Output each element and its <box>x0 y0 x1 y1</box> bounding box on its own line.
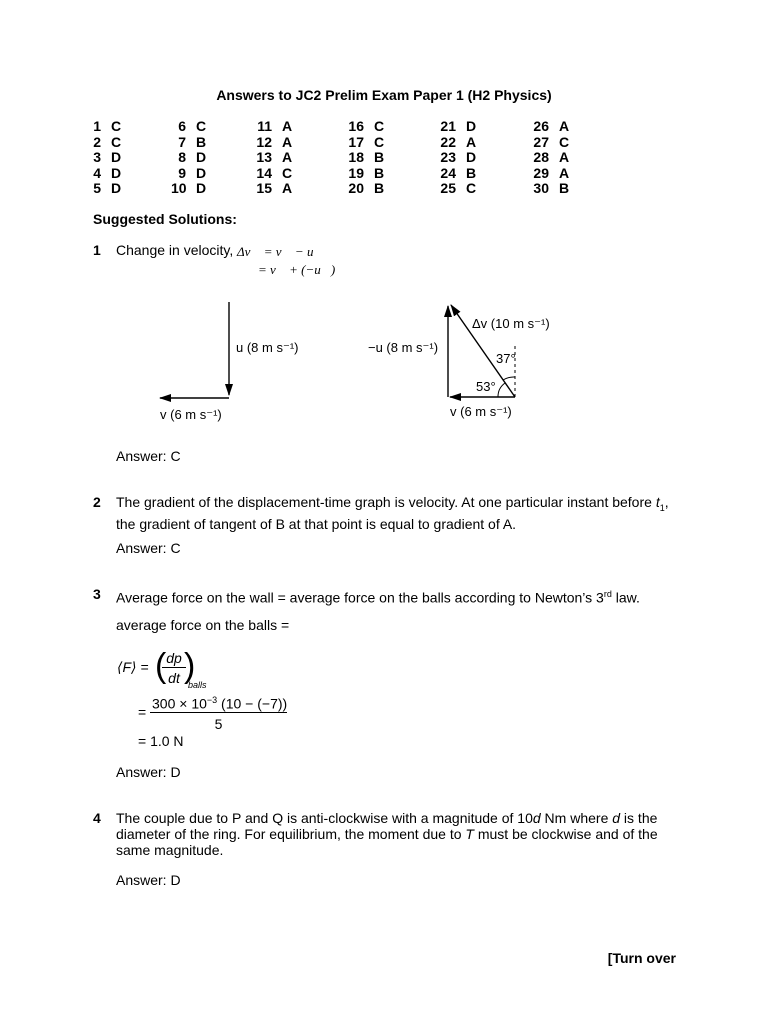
q1-equation-1: Δv⃗ = v⃗ − u⃗ <box>237 244 324 259</box>
q3-equals-sign: = <box>138 704 147 720</box>
q3-numerator-rest: (10 − (−7)) <box>217 695 288 712</box>
answer-key-row <box>93 180 121 196</box>
answer-letter: D <box>111 180 122 196</box>
answer-letter: C <box>374 133 385 150</box>
q3-text-b: law. <box>611 589 640 606</box>
answer-key-row <box>93 149 121 165</box>
answer-key-column <box>171 118 206 196</box>
q3-result: = 1.0 N <box>138 733 184 749</box>
answer-key-row <box>93 134 121 150</box>
question-number: 27 <box>533 133 549 150</box>
answer-key-row <box>346 134 384 150</box>
answer-letter: C <box>111 118 122 134</box>
question-number: 19 <box>348 164 364 181</box>
answer-key-row <box>171 180 206 196</box>
q2-text-a: The gradient of the displacement-time graph is velocity. At one particular instant before <box>116 494 656 510</box>
q1-answer: Answer: C <box>116 448 181 464</box>
answer-key-row <box>531 165 569 181</box>
answer-key-row <box>438 118 476 134</box>
q4-text-d: must be clockwise and of the same magnitude. <box>116 826 658 858</box>
answer-key-row <box>531 118 569 134</box>
answer-letter: A <box>282 133 293 150</box>
q2-t-subscript: 1 <box>659 502 665 513</box>
question-number: 21 <box>440 118 456 134</box>
answer-letter: A <box>559 149 570 165</box>
q3-dp: dp <box>166 650 182 666</box>
answer-letter: D <box>111 149 122 165</box>
question-number: 11 <box>257 118 272 134</box>
neg-u-label: −u (8 m s⁻¹) <box>368 340 439 355</box>
u-label: u (8 m s⁻¹) <box>236 340 299 355</box>
v-label: v (6 m s⁻¹) <box>160 407 222 422</box>
answer-key-row <box>438 134 476 150</box>
q3-answer: Answer: D <box>116 764 181 780</box>
answer-letter: D <box>196 164 207 181</box>
question-number: 10 <box>171 180 187 196</box>
answer-key-column <box>93 118 121 196</box>
answer-key-row <box>254 180 292 196</box>
page-title: Answers to JC2 Prelim Exam Paper 1 (H2 Physics) <box>216 87 552 103</box>
answer-letter: B <box>374 149 385 165</box>
q3-number: 3 <box>93 586 101 602</box>
question-number: 6 <box>178 118 186 134</box>
answer-letter: B <box>466 164 477 181</box>
q4-answer: Answer: D <box>116 872 181 888</box>
question-number: 13 <box>256 149 272 165</box>
q3-fraction-bar-1 <box>162 667 186 668</box>
answer-key-row <box>254 149 292 165</box>
answer-letter: D <box>196 180 207 196</box>
question-number: 23 <box>440 149 456 165</box>
question-number: 4 <box>93 164 101 181</box>
question-number: 15 <box>256 180 272 196</box>
answer-key-row <box>171 134 206 150</box>
delta-v-label: Δv (10 m s⁻¹) <box>472 316 550 331</box>
answer-key-column <box>254 118 292 196</box>
q3-numerator-exponent: −3 <box>206 695 218 705</box>
answer-key-row <box>531 134 569 150</box>
answer-key-row <box>346 118 384 134</box>
q4-T-symbol: T <box>465 826 474 842</box>
answer-key-row <box>438 149 476 165</box>
q3-fraction-bar-2 <box>150 712 287 713</box>
q4-text-b: Nm where <box>540 810 613 826</box>
q2-text-b: , the gradient of tangent of B at that point is equal to gradient of A. <box>116 494 669 532</box>
q3-force-symbol: ⟨F⟩ = <box>117 659 149 675</box>
answer-letter: A <box>282 180 293 196</box>
q4-number: 4 <box>93 810 101 826</box>
question-number: 25 <box>440 180 456 196</box>
question-number: 17 <box>348 133 364 150</box>
answer-letter: C <box>282 164 293 181</box>
answer-letter: A <box>282 149 293 165</box>
q4-text-c: is the diameter of the ring. For equilibrium, the moment due to <box>116 810 658 842</box>
answer-letter: B <box>559 180 570 196</box>
q2-number: 2 <box>93 494 101 510</box>
question-number: 24 <box>440 164 456 181</box>
answer-key-column <box>346 118 384 196</box>
answer-letter: B <box>196 133 207 150</box>
answer-letter: B <box>374 164 385 181</box>
question-number: 5 <box>93 180 101 196</box>
answer-key-row <box>346 180 384 196</box>
answer-key-row <box>531 149 569 165</box>
question-number: 1 <box>93 118 101 134</box>
question-number: 22 <box>440 133 456 150</box>
q2-text <box>116 494 686 532</box>
q3-numerator <box>152 692 287 712</box>
answer-letter: C <box>374 118 385 134</box>
q3-text-a: Average force on the wall = average force on the balls according to Newton’s 3 <box>116 589 604 606</box>
answer-letter: C <box>111 133 122 150</box>
answer-letter: A <box>466 133 477 150</box>
q1-number: 1 <box>93 242 101 258</box>
q2-t-symbol: t <box>655 494 660 510</box>
answer-letter: A <box>559 118 570 134</box>
question-number: 28 <box>533 149 549 165</box>
question-number: 16 <box>348 118 364 134</box>
answer-letter: A <box>559 164 570 181</box>
q1-equation-2: = v⃗ + (−u⃗) <box>258 262 336 277</box>
q3-denominator: 5 <box>214 716 223 732</box>
answer-key-row <box>171 165 206 181</box>
angle-53-label: 53° <box>476 379 496 394</box>
suggested-solutions-heading: Suggested Solutions: <box>93 211 237 227</box>
question-number: 30 <box>533 180 549 196</box>
question-number: 14 <box>256 164 272 181</box>
question-number: 8 <box>178 149 186 165</box>
question-number: 12 <box>256 133 272 150</box>
answer-letter: D <box>466 118 477 134</box>
answer-key-row <box>438 165 476 181</box>
turn-over-footer: [Turn over <box>607 950 676 966</box>
q3-left-paren: ( <box>155 647 167 685</box>
angle-37-arc <box>503 377 515 380</box>
answer-letter: C <box>196 118 207 134</box>
answer-key-row <box>171 118 206 134</box>
answer-key-row <box>531 180 569 196</box>
answer-key-column <box>531 118 569 196</box>
q3-line2: average force on the balls = <box>116 617 290 633</box>
q4-text-a: The couple due to P and Q is anti-clockwise with a magnitude of 10 <box>116 810 533 826</box>
question-number: 20 <box>348 180 364 196</box>
answer-key-row <box>93 118 121 134</box>
q1-vector-diagram <box>0 290 768 430</box>
answer-key-row <box>254 165 292 181</box>
angle-37-label: 37° <box>496 351 516 366</box>
question-number: 9 <box>178 164 186 181</box>
answer-letter: C <box>466 180 477 196</box>
q4-text <box>116 810 686 858</box>
answer-key-row <box>171 149 206 165</box>
question-number: 26 <box>533 118 549 134</box>
answer-letter: A <box>282 118 293 134</box>
answer-letter: D <box>196 149 207 165</box>
answer-key-row <box>346 149 384 165</box>
question-number: 2 <box>93 133 101 150</box>
question-number: 7 <box>178 133 186 150</box>
q3-dt: dt <box>168 670 180 686</box>
q4-d-symbol-2: d <box>612 810 621 826</box>
q3-rd-superscript: rd <box>603 589 612 599</box>
q1-text: Change in velocity, <box>116 242 234 258</box>
q2-answer: Answer: C <box>116 540 181 556</box>
question-number: 18 <box>348 149 364 165</box>
answer-letter: B <box>374 180 385 196</box>
answer-letter: D <box>111 164 122 181</box>
answer-key-row <box>438 180 476 196</box>
q3-balls-subscript: balls <box>188 680 207 690</box>
angle-53-arc <box>498 383 505 397</box>
answer-key-row <box>254 118 292 134</box>
question-number: 3 <box>93 149 101 165</box>
q4-d-symbol: d <box>532 810 541 826</box>
answer-key-row <box>346 165 384 181</box>
answer-key-column <box>438 118 476 196</box>
answer-key-row <box>93 165 121 181</box>
answer-letter: D <box>466 149 477 165</box>
answer-key-row <box>254 134 292 150</box>
question-number: 29 <box>533 164 549 181</box>
q3-text <box>116 586 686 606</box>
q3-right-paren: ) <box>184 647 196 685</box>
answer-letter: C <box>559 133 570 150</box>
q3-numerator-base: 300 × 10 <box>152 695 207 712</box>
v-label-2: v (6 m s⁻¹) <box>450 404 512 419</box>
